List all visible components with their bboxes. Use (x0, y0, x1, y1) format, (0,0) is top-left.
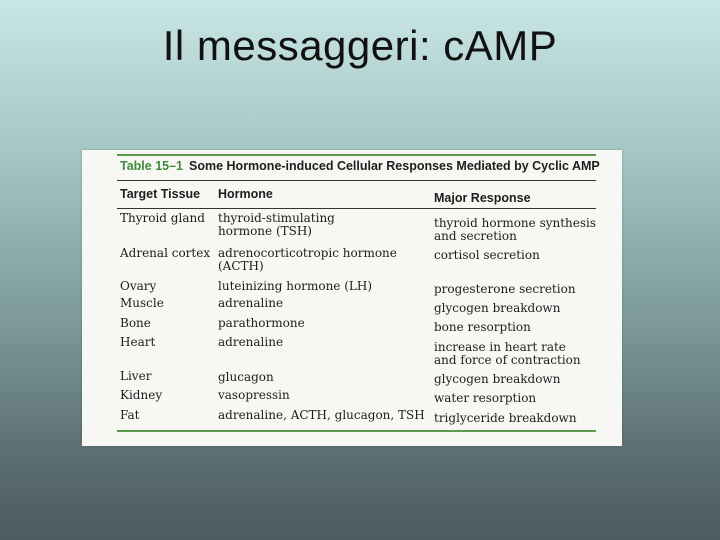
cell-hormone: adrenaline, ACTH, glucagon, TSH (218, 408, 425, 422)
cell-response: progesterone secretion (434, 282, 576, 296)
table-number: Table 15–1 (120, 159, 184, 173)
cell-hormone: glucagon (218, 370, 274, 384)
cell-hormone: adrenaline (218, 335, 284, 349)
table-top-rule (117, 154, 596, 156)
table-caption (120, 159, 600, 173)
cell-hormone: parathormone (218, 316, 305, 330)
hormone-table (82, 150, 622, 446)
cell-response: thyroid hormone synthesis and secretion (434, 216, 597, 243)
cell-target: Fat (120, 408, 140, 422)
cell-hormone: thyroid-stimulating hormone (TSH) (218, 211, 335, 238)
cell-response: glycogen breakdown (434, 301, 561, 315)
table-bottom-rule (117, 430, 596, 432)
cell-target: Muscle (120, 296, 164, 310)
cell-target: Thyroid gland (120, 211, 205, 225)
cell-hormone: adrenocorticotropic hormone (ACTH) (218, 246, 397, 273)
cell-target: Bone (120, 316, 151, 330)
cell-target: Heart (120, 335, 156, 349)
header-major-response: Major Response (434, 191, 531, 205)
cell-response: water resorption (434, 391, 537, 405)
caption-rule (117, 180, 596, 181)
cell-hormone: vasopressin (218, 388, 290, 402)
cell-hormone: luteinizing hormone (LH) (218, 279, 373, 293)
cell-target: Kidney (120, 388, 163, 402)
cell-target: Ovary (120, 279, 157, 293)
header-rule (117, 208, 596, 209)
cell-target: Adrenal cortex (120, 246, 211, 260)
header-target-tissue: Target Tissue (120, 187, 201, 201)
cell-hormone: adrenaline (218, 296, 284, 310)
cell-target: Liver (120, 369, 152, 383)
table-caption-text: Some Hormone-induced Cellular Responses Mediated by Cyclic AMP (189, 159, 600, 173)
cell-response: cortisol secretion (434, 248, 540, 262)
slide-title: Il messaggeri: cAMP (162, 22, 558, 69)
header-hormone: Hormone (218, 187, 273, 201)
cell-response: bone resorption (434, 320, 531, 334)
cell-response: glycogen breakdown (434, 372, 561, 386)
cell-response: triglyceride breakdown (434, 411, 577, 425)
cell-response: increase in heart rate and force of contraction (434, 340, 581, 367)
